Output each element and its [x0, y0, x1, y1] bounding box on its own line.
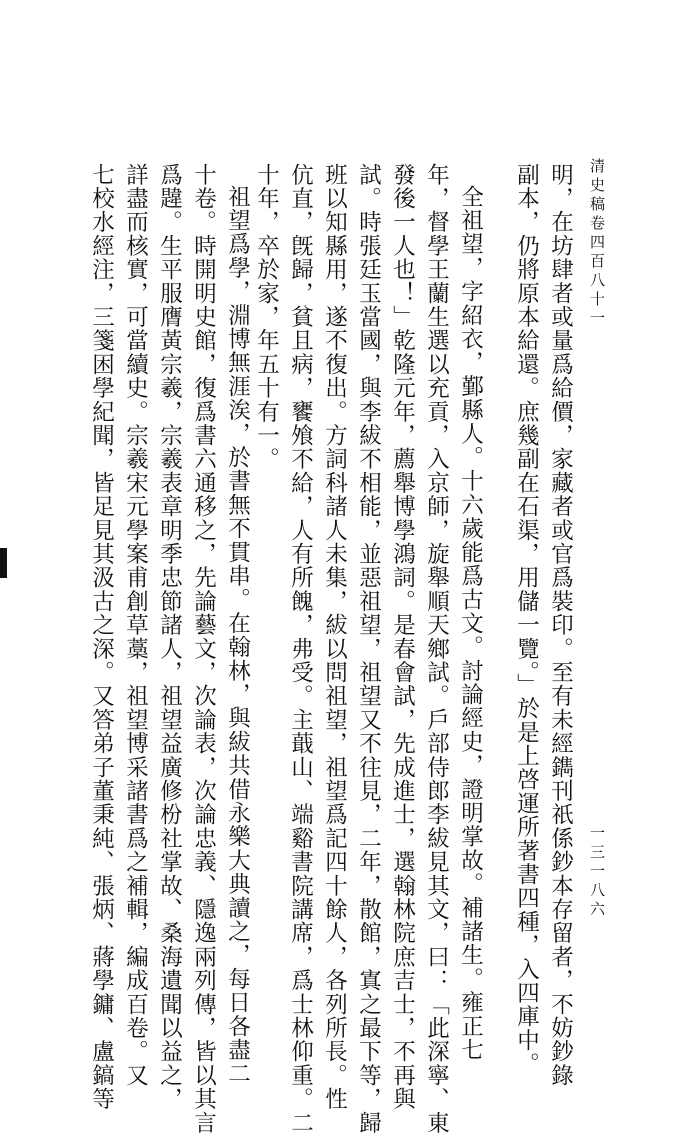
text-column: 全祖望，字紹衣，鄞縣人。十六歲能爲古文。討論經史，證明掌故。補諸生。雍正七 [457, 185, 484, 1062]
text-column: 明，在坊肆者或量爲給價，家藏者或官爲裝印。至有未經鐫刊祇係鈔本存留者，不妨鈔錄 [547, 163, 574, 1088]
running-head-title: 清史稿卷四百八十一 [588, 158, 606, 329]
text-column: 爲韙。生平服膺黃宗羲，宗羲表章明季忠節諸人，祖望益廣修枌社掌故、桑海遺聞以益之， [156, 163, 183, 1111]
page-number: 一三一八六 [588, 825, 606, 920]
text-column: 十卷。時開明史館，復爲書六通移之，先論藝文，次論表，次論忠義、隱逸兩列傳，皆以其言 [190, 163, 217, 1135]
text-column: 七校水經注，三箋困學紀聞，皆足見其汲古之深。又答弟子董秉純、張炳、蔣學鏞、盧鎬等 [88, 163, 115, 1111]
text-column: 祖望爲學，淵博無涯涘，於書無不貫串。在翰林，與紱共借永樂大典讀之，每日各盡二 [224, 185, 251, 1086]
text-column: 發後一人也！」乾隆元年，薦舉博學鴻詞。是春會試，先成進士，選翰林院庶吉士，不再與 [389, 163, 416, 1111]
binding-edge-mark [0, 548, 7, 578]
text-column: 伉直，旣歸，貧且病，饔飧不給，人有所餽，弗受。主蕺山、端谿書院講席，爲士林仰重。二 [287, 163, 314, 1135]
text-column: 詳盡而核實，可當續史。宗羲宋元學案甫創草藁，祖望博采諸書爲之補輯，編成百卷。又 [122, 163, 149, 1088]
text-column: 副本，仍將原本給還。庶幾副在石渠，用儲一覽。」於是上啓運所著書四種，入四庫中。 [513, 163, 540, 1077]
text-column: 十年，卒於家，年五十有一。 [253, 163, 280, 472]
text-column: 班以知縣用，遂不復出。方詞科諸人未集，紱以問祖望，祖望爲記四十餘人，各列所長。性 [321, 163, 348, 1111]
text-column: 年，督學王蘭生選以充貢，入京師，旋舉順天鄉試。戶部侍郎李紱見其文，曰：「此深寧、東 [423, 163, 450, 1135]
text-column: 試。時張廷玉當國，與李紱不相能，並惡祖望，祖望又不往見，二年，散館，寘之最下等，歸 [355, 163, 382, 1135]
